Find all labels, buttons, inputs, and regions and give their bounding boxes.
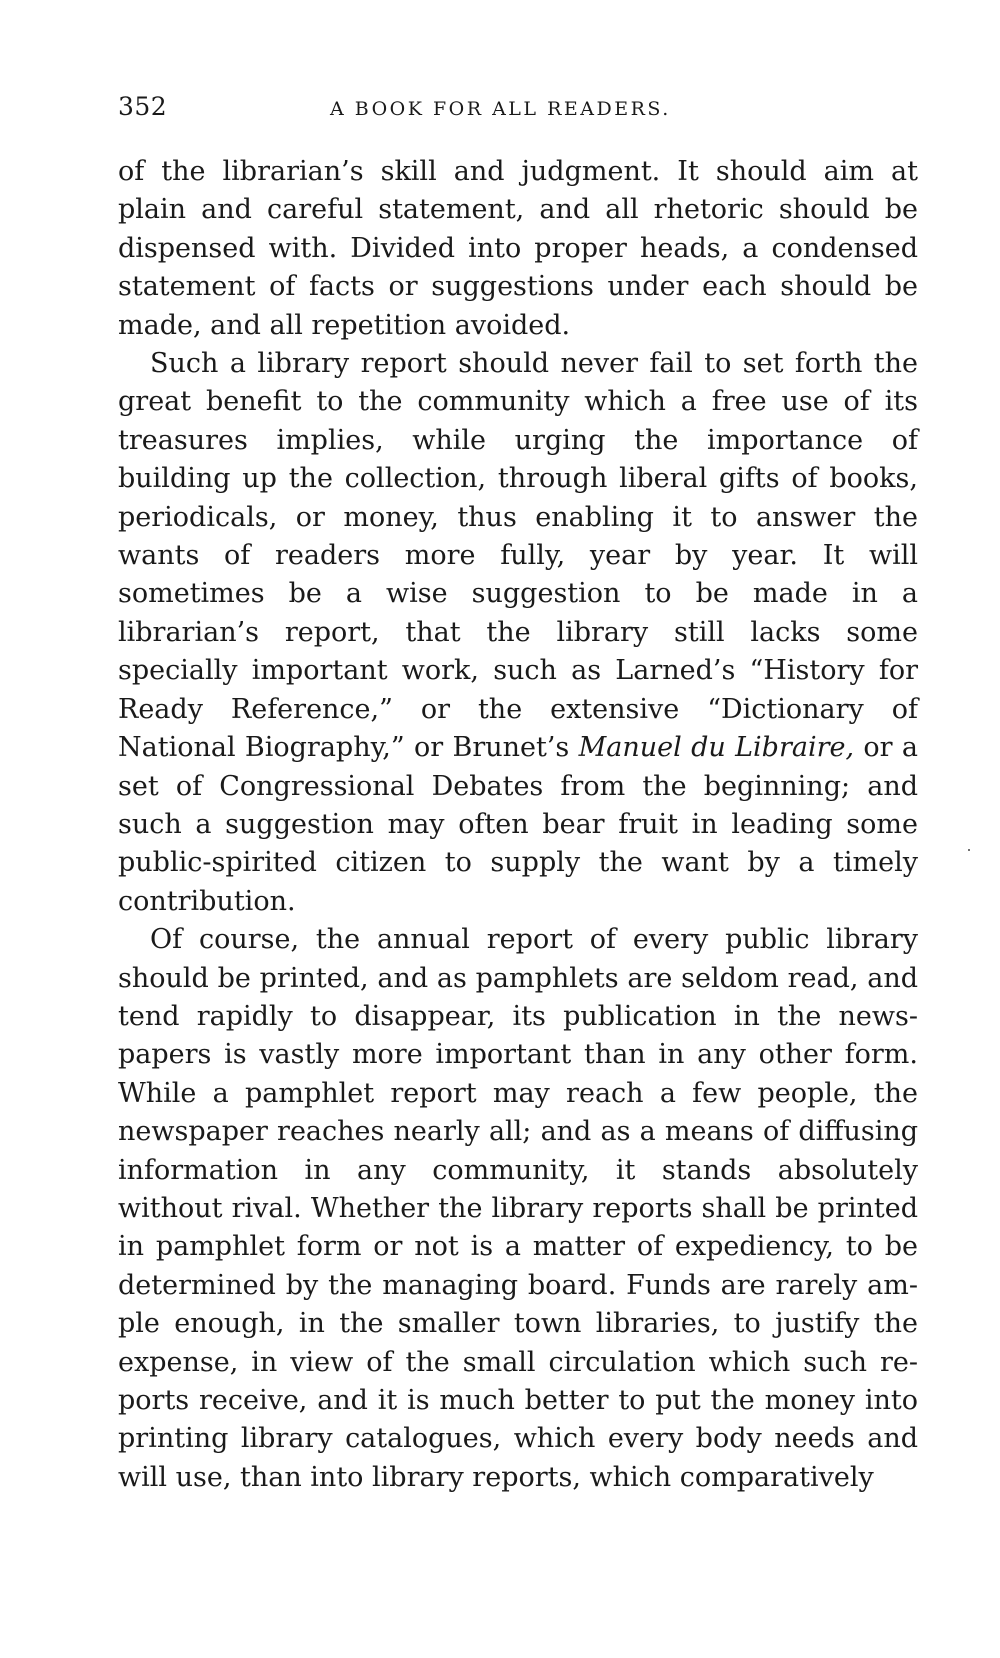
body-text bbox=[118, 153, 918, 1497]
page-number: 352 bbox=[118, 92, 168, 121]
running-title: A BOOK FOR ALL READERS. bbox=[330, 98, 671, 120]
running-head bbox=[118, 92, 918, 132]
paragraph-2-italic-title: Manuel du Libraire, bbox=[578, 732, 855, 764]
margin-mark bbox=[968, 849, 970, 851]
paragraph-2-text-after: or a set of Congressional Debates from the beginning; and such a suggestion may often bear fruit in leading some public-spirited citizen to supply the want by a timely contribution. bbox=[118, 732, 918, 917]
paragraph-2 bbox=[118, 345, 918, 921]
paragraph-1 bbox=[118, 153, 918, 345]
paragraph-3 bbox=[118, 921, 918, 1497]
paragraph-2-text: Such a library report should never fail to set forth the great benefit to the community which a free use of its treasures implies, while urging the importance of building up the collection, through liberal gifts of books, periodicals, or money, thus enabling it to answer the wants of readers more fully, year by year. It will sometimes be a wise suggestion to be made in a librarian’s report, that the library still lacks some specially important work, such as Larned’s “History for Ready Reference,” or the extensive “Dictionary of National Biography,” or Brunet’s bbox=[118, 348, 918, 764]
paragraph-3-text: Of course, the annual report of every public library should be printed, and as pamphlets are seldom read, and tend rapidly to disappear, its publication in the newspapers is vastly more important than in any other form. While a pamphlet report may reach a few people, the newspaper reaches nearly all; and as a means of diffusing information in any community, it stands absolutely without rival. Whether the library reports shall be printed in pamphlet form or not is a matter of expediency, to be determined by the managing board. Funds are rarely ample enough, in the smaller town libraries, to justify the expense, in view of the small circulation which such reports receive, and it is much better to put the money into printing library catalogues, which every body needs and will use, than into library reports, which comparatively bbox=[118, 924, 918, 1493]
paragraph-1-text: of the librarian’s skill and judgment. It should aim at plain and careful statement, and all rhetoric should be dispensed with. Divided into proper heads, a condensed statement of facts or suggestions under each should be made, and all repetition avoided. bbox=[118, 156, 918, 341]
